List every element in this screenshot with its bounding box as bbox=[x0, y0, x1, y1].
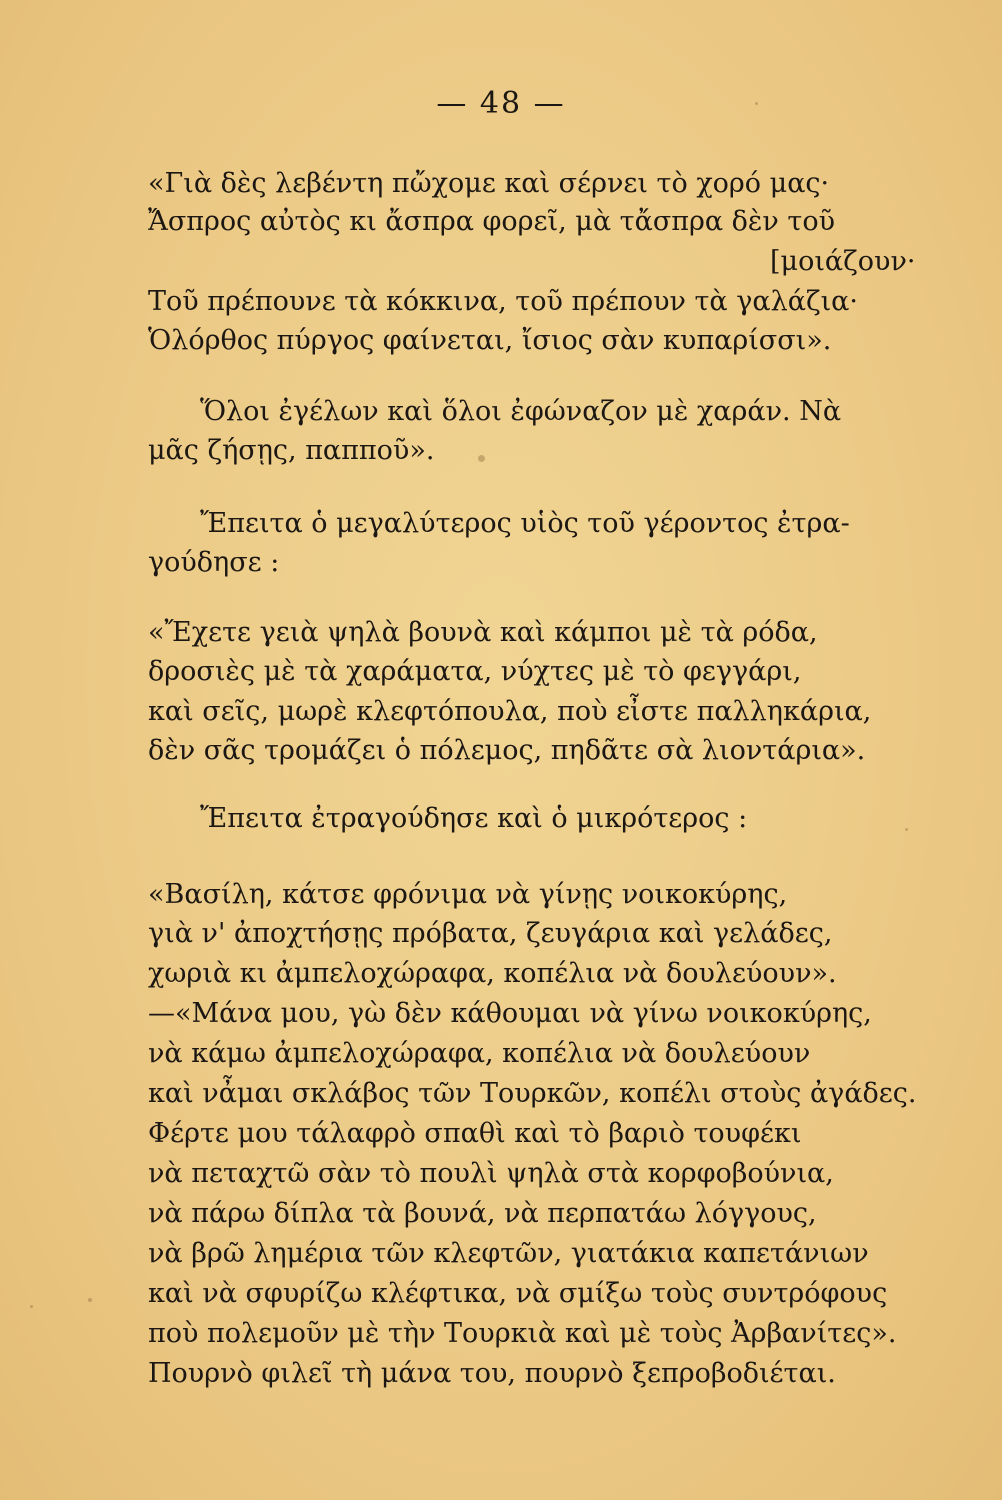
poem-line: ποὺ πολεμοῦν μὲ τὴν Τουρκιὰ καὶ μὲ τοὺς Ἀρβανίτες». bbox=[148, 1318, 897, 1349]
poem-line: νὰ πεταχτῶ σὰν τὸ πουλὶ ψηλὰ στὰ κορφοβούνια, bbox=[148, 1158, 834, 1189]
poem-line: νὰ κάμω ἀμπελοχώραφα, κοπέλια νὰ δουλεύουν bbox=[148, 1038, 811, 1069]
poem-line: χωριὰ κι ἀμπελοχώραφα, κοπέλια νὰ δουλεύουν». bbox=[148, 958, 837, 989]
prose-line: γούδησε : bbox=[148, 547, 280, 578]
paper-speck bbox=[30, 1305, 33, 1308]
poem-line: Τοῦ πρέπουνε τὰ κόκκινα, τοῦ πρέπουν τὰ γαλάζια· bbox=[148, 286, 859, 317]
poem-line: [μοιάζουν· bbox=[770, 246, 916, 277]
prose-line: Ἔπειτα ὁ μεγαλύτερος υἱὸς τοῦ γέροντος ἐτρα- bbox=[200, 508, 850, 539]
prose-line: Ὅλοι ἐγέλων καὶ ὅλοι ἐφώναζον μὲ χαράν. Νὰ bbox=[200, 396, 842, 427]
poem-line: δὲν σᾶς τρομάζει ὁ πόλεμος, πηδᾶτε σὰ λιοντάρια». bbox=[148, 735, 866, 766]
poem-line: καὶ νἆμαι σκλάβος τῶν Τουρκῶν, κοπέλι στοὺς ἀγάδες. bbox=[148, 1078, 917, 1109]
poem-line: «Ἔχετε γειὰ ψηλὰ βουνὰ καὶ κάμποι μὲ τὰ ρόδα, bbox=[148, 617, 818, 648]
prose-line: Ἔπειτα ἐτραγούδησε καὶ ὁ μικρότερος : bbox=[200, 803, 748, 834]
poem-line: —«Μάνα μου, γὼ δὲν κάθουμαι νὰ γίνω νοικοκύρης, bbox=[148, 998, 872, 1029]
poem-line: νὰ βρῶ λημέρια τῶν κλεφτῶν, γιατάκια καπετάνιων bbox=[148, 1238, 869, 1269]
poem-line: νὰ πάρω δίπλα τὰ βουνά, νὰ περπατάω λόγγους, bbox=[148, 1198, 817, 1229]
paper-speck bbox=[88, 1298, 92, 1302]
poem-line: γιὰ ν' ἀποχτήσῃς πρόβατα, ζευγάρια καὶ γελάδες, bbox=[148, 918, 833, 949]
poem-line: «Γιὰ δὲς λεβέντη πὤχομε καὶ σέρνει τὸ χορό μας· bbox=[148, 168, 830, 199]
paper-speck bbox=[478, 455, 485, 462]
paper-speck bbox=[905, 828, 908, 831]
paper-speck bbox=[755, 102, 758, 105]
poem-line: Ἄσπρος αὐτὸς κι ἄσπρα φορεῖ, μὰ τἄσπρα δὲν τοῦ bbox=[148, 206, 836, 237]
poem-line: «Βασίλη, κάτσε φρόνιμα νὰ γίνῃς νοικοκύρης, bbox=[148, 879, 788, 910]
poem-line: Φέρτε μου τάλαφρὸ σπαθὶ καὶ τὸ βαριὸ τουφέκι bbox=[148, 1118, 802, 1149]
poem-line: Πουρνὸ φιλεῖ τὴ μάνα του, πουρνὸ ξεπροβοδιέται. bbox=[148, 1358, 836, 1389]
poem-line: καὶ σεῖς, μωρὲ κλεφτόπουλα, ποὺ εἶστε παλληκάρια, bbox=[148, 696, 872, 727]
prose-line: μᾶς ζήσῃς, παπποῦ». bbox=[148, 435, 435, 466]
poem-line: καὶ νὰ σφυρίζω κλέφτικα, νὰ σμίξω τοὺς συντρόφους bbox=[148, 1278, 888, 1309]
poem-line: δροσιὲς μὲ τὰ χαράματα, νύχτες μὲ τὸ φεγγάρι, bbox=[148, 656, 802, 687]
poem-line: Ὁλόρθος πύργος φαίνεται, ἴσιος σὰν κυπαρίσσι». bbox=[148, 325, 832, 356]
page-number: — 48 — bbox=[436, 86, 566, 121]
